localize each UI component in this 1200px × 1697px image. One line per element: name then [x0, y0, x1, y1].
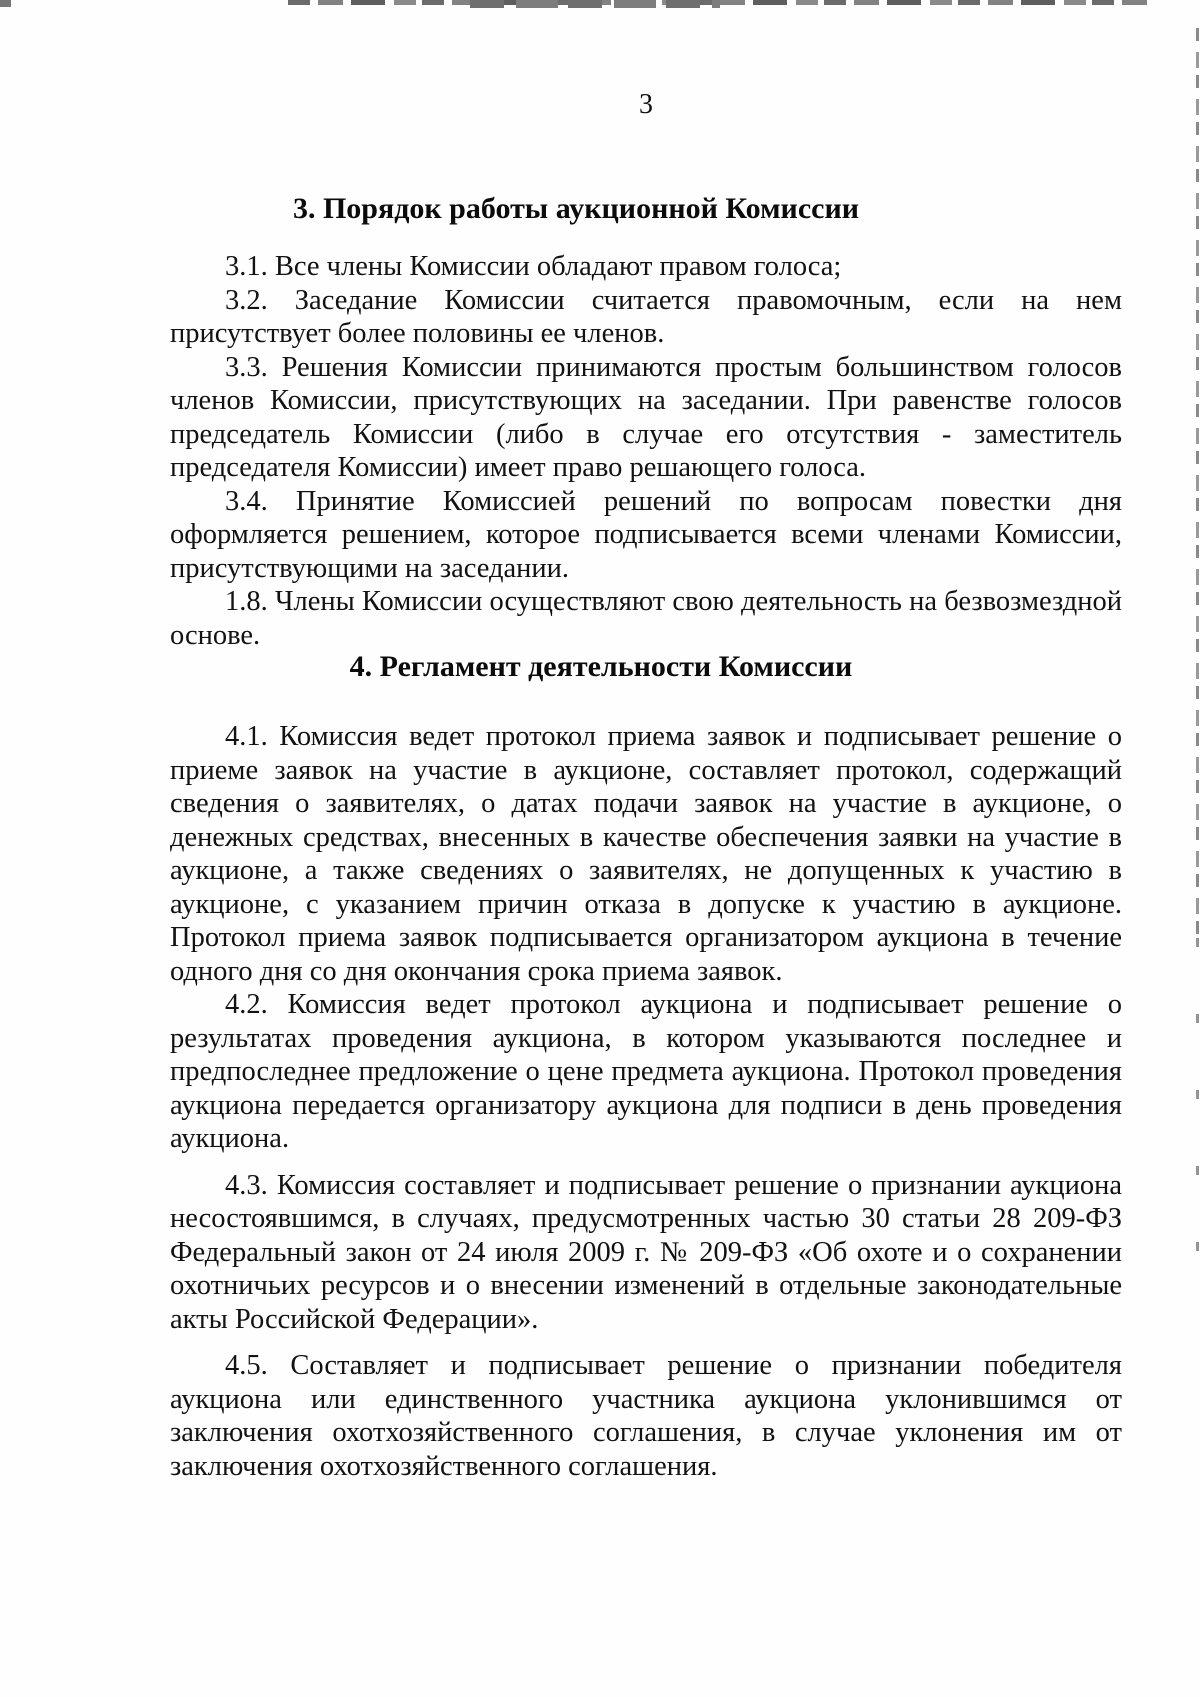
paragraph-4-2: 4.2. Комиссия ведет протокол аукциона и подписывает решение о результатах проведения аукциона, в котором указываются последнее и предпоследнее предложение о цене предмета аукциона. Протокол проведения аукциона передается организатору аукциона для подписи в день проведения аукциона.	[170, 989, 1122, 1154]
paragraph-3-2: 3.2. Заседание Комиссии считается правомочным, если на нем присутствует более половины ее членов.	[170, 284, 1122, 349]
section-4-heading: 4. Регламент деятельности Комиссии	[349, 650, 853, 683]
scan-noise-top-edge-thick	[470, 0, 720, 8]
scan-noise-right-edge	[1196, 28, 1199, 938]
page-number: 3	[639, 89, 653, 120]
paragraph-4-3: 4.3. Комиссия составляет и подписывает решение о признании аукциона несостоявшимся, в случаях, предусмотренных частью 30 статьи 28 209-ФЗ Федеральный закон от 24 июля 2009 г. № 209-ФЗ «Об охоте и о сохранении охотничьих ресурсов и о внесении изменений в отдельные законодательные акты Российской Федерации».	[170, 1169, 1122, 1335]
scan-noise-right-edge-sparse	[1196, 938, 1199, 1318]
paragraph-3-1: 3.1. Все члены Комиссии обладают правом голоса;	[225, 251, 842, 282]
paragraph-4-1: 4.1. Комиссия ведет протокол приема заявок и подписывает решение о приеме заявок на участие в аукционе, составляет протокол, содержащий сведения о заявителях, о датах подачи заявок на участие в аукционе, о денежных средствах, внесенных в качестве обеспечения заявки на участие в аукционе, а также сведениях о заявителях, не допущенных к участию в аукционе, с указанием причин отказа в допуске к участию в аукционе. Протокол приема заявок подписывается организатором аукциона в течение одного дня со дня окончания срока приема заявок.	[170, 721, 1122, 987]
scan-noise-top-left-corner	[0, 0, 11, 7]
section-4-body	[170, 720, 1122, 1483]
section-3-heading: 3. Порядок работы аукционной Комиссии	[292, 192, 860, 225]
paragraph-3-3: 3.3. Решения Комиссии принимаются простым большинством голосов членов Комиссии, присутствующих на заседании. При равенстве голосов председатель Комиссии (либо в случае его отсутствия - заместитель председателя Комиссии) имеет право решающего голоса.	[170, 351, 1122, 483]
section-3-body	[170, 250, 1122, 652]
paragraph-4-5: 4.5. Составляет и подписывает решение о признании победителя аукциона или единственного участника аукциона уклонившимся от заключения охотхозяйственного соглашения, в случае уклонения им от заключения охотхозяйственного соглашения.	[170, 1350, 1122, 1482]
paragraph-1-8: 1.8. Члены Комиссии осуществляют свою деятельность на безвозмездной основе.	[170, 586, 1122, 651]
paragraph-3-4: 3.4. Принятие Комиссией решений по вопросам повестки дня оформляется решением, которое подписывается всеми членами Комиссии, присутствующими на заседании.	[170, 485, 1122, 584]
